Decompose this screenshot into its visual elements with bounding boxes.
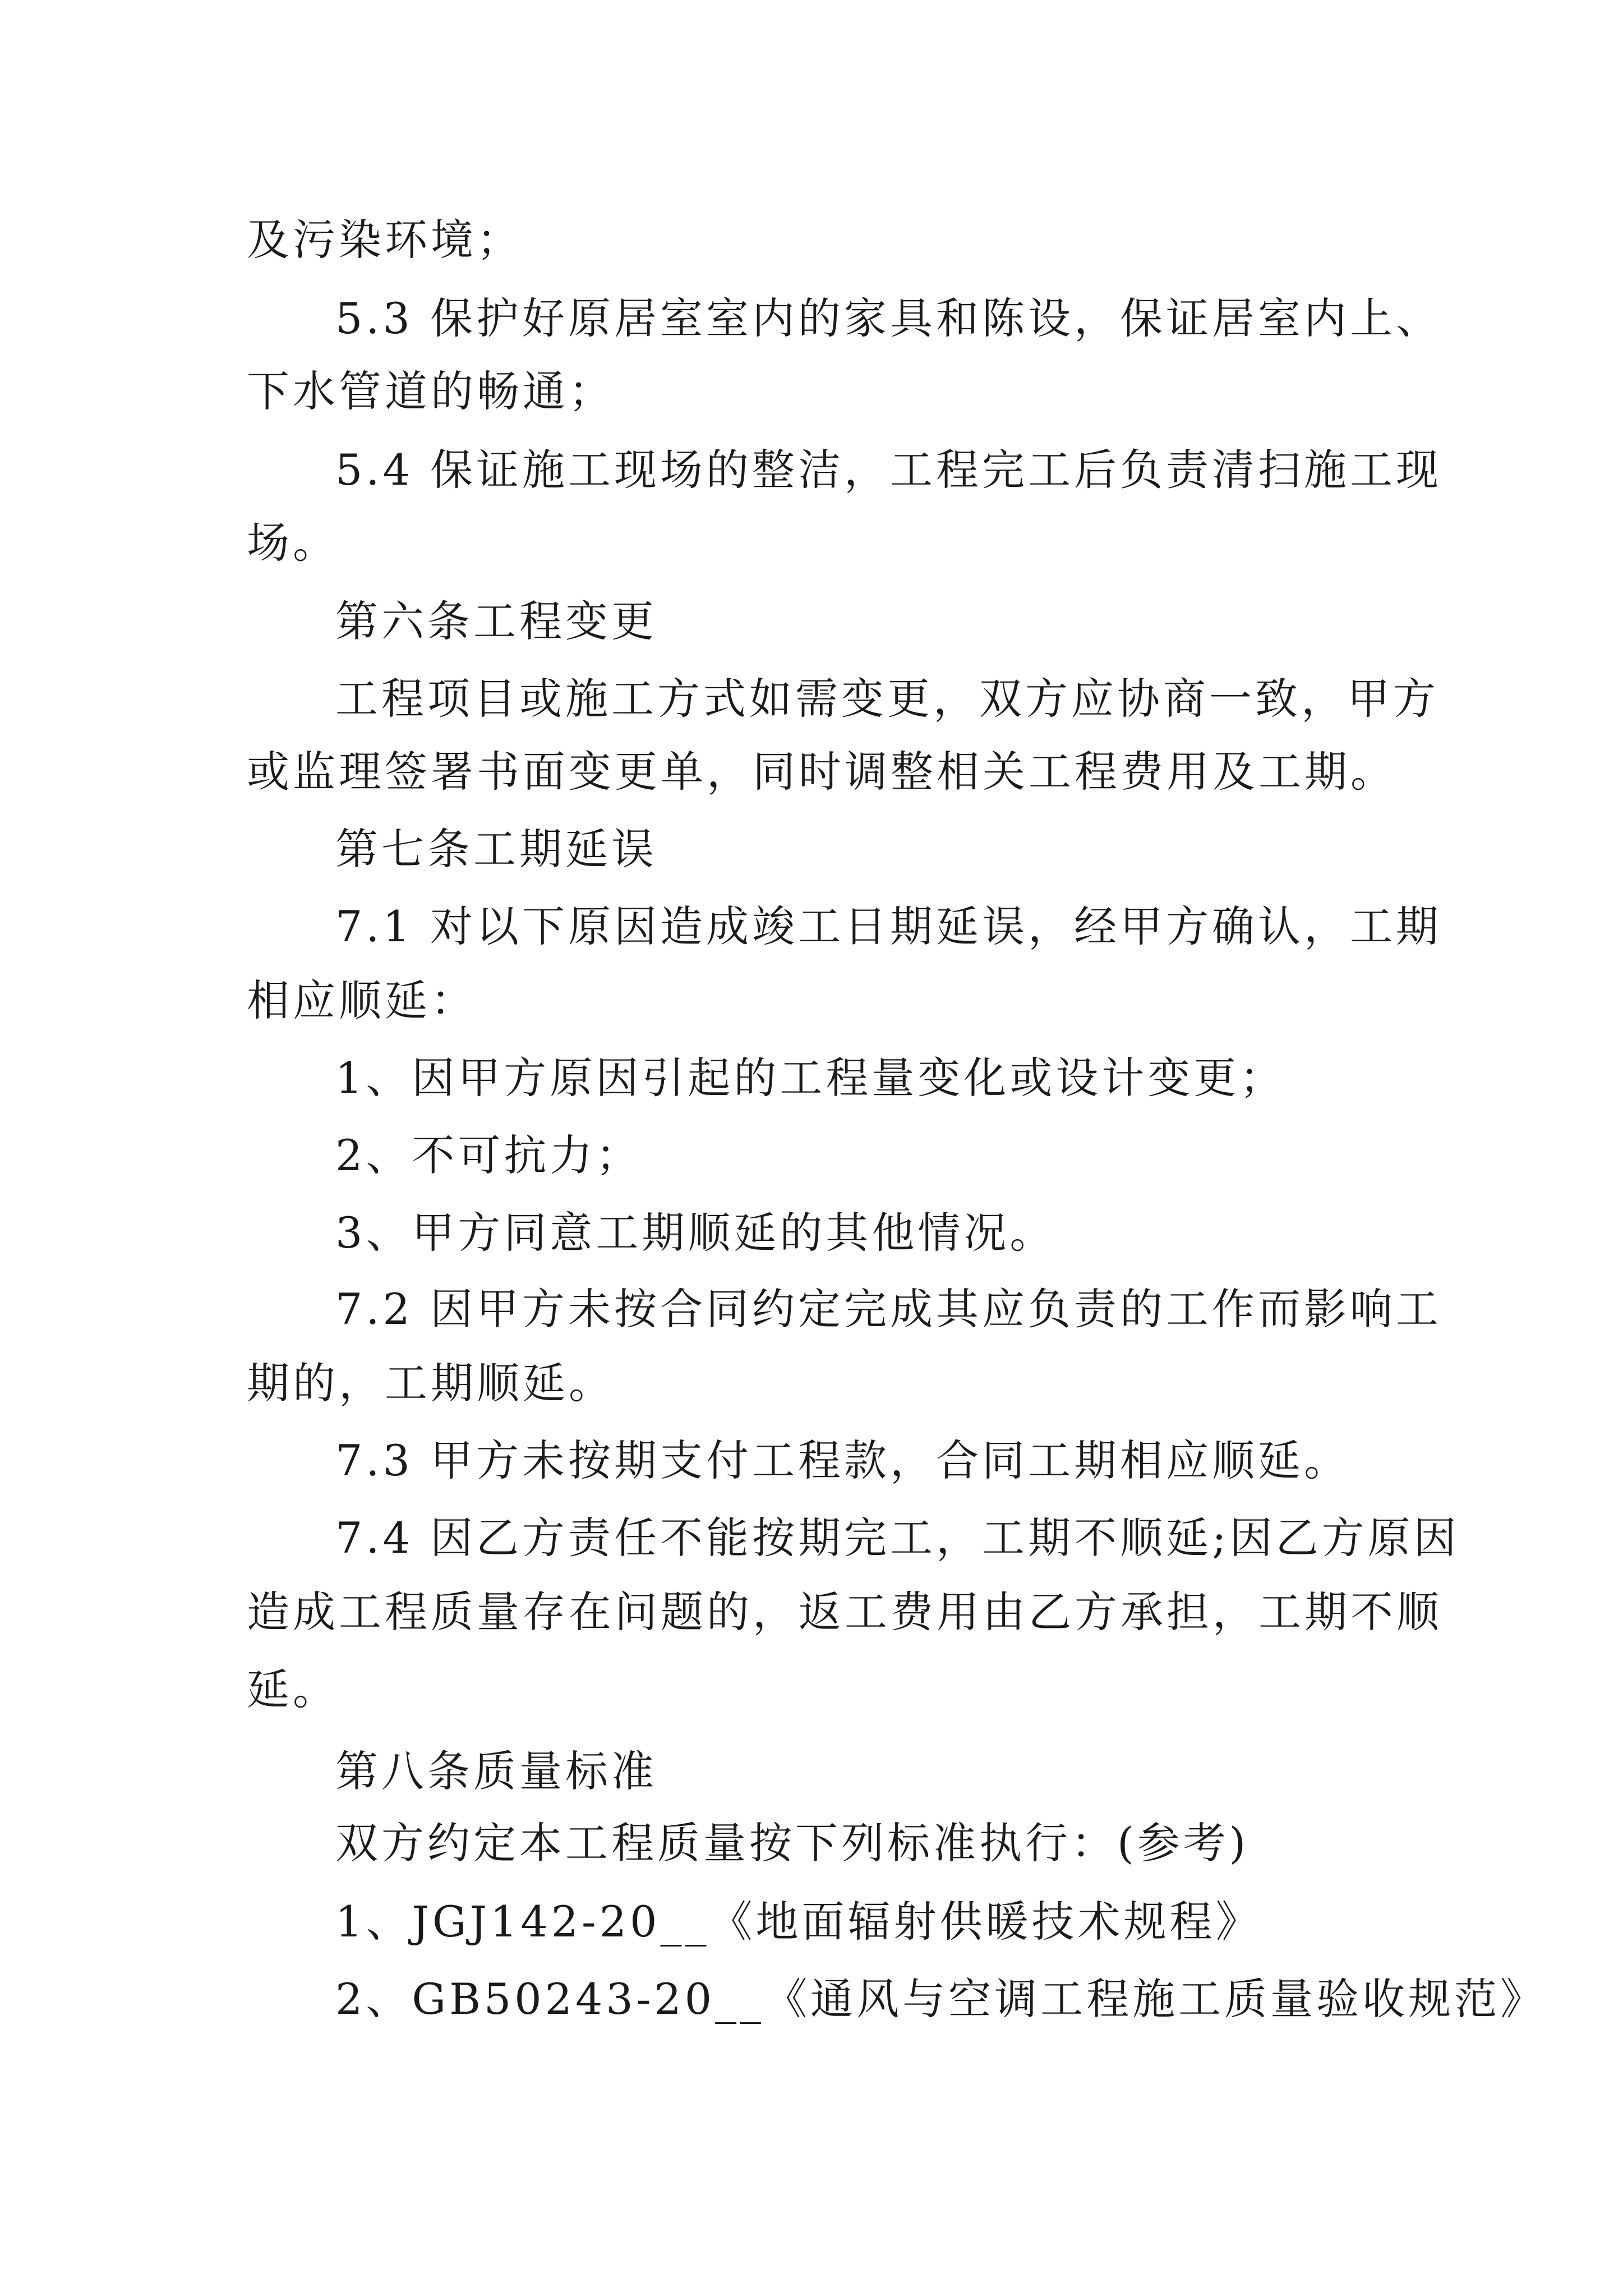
section-heading: 第七条工期延误 xyxy=(335,824,657,874)
text-line: 延。 xyxy=(247,1664,339,1714)
text-line: 或监理签署书面变更单，同时调整相关工程费用及工期。 xyxy=(247,747,1396,797)
text-line: 7.1 对以下原因造成竣工日期延误，经甲方确认，工期 xyxy=(335,901,1442,951)
text-line: 下水管道的畅通； xyxy=(247,366,615,416)
text-line: 7.3 甲方未按期支付工程款，合同工期相应顺延。 xyxy=(335,1435,1350,1485)
text-line: 7.4 因乙方责任不能按期完工，工期不顺延;因乙方原因 xyxy=(335,1513,1460,1563)
list-item: 3、甲方同意工期顺延的其他情况。 xyxy=(335,1208,1056,1258)
list-item: 2、GB50243-20__《通风与空调工程施工质量验收规范》 xyxy=(335,1974,1547,2024)
text-line: 7.2 因甲方未按合同约定完成其应负责的工作而影响工 xyxy=(335,1284,1442,1334)
text-line: 工程项目或施工方式如需变更，双方应协商一致，甲方 xyxy=(335,674,1439,724)
list-item: 1、因甲方原因引起的工程量变化或设计变更； xyxy=(335,1053,1286,1103)
text-line: 期的，工期顺延。 xyxy=(247,1358,615,1408)
text-line: 双方约定本工程质量按下列标准执行：(参考) xyxy=(335,1818,1249,1868)
text-line: 场。 xyxy=(247,518,339,568)
text-line: 5.3 保护好原居室室内的家具和陈设，保证居室内上、 xyxy=(335,293,1442,343)
text-line: 相应顺延： xyxy=(247,976,477,1025)
text-line: 造成工程质量存在问题的，返工费用由乙方承担，工期不顺 xyxy=(247,1587,1442,1637)
text-line: 5.4 保证施工现场的整洁，工程完工后负责清扫施工现 xyxy=(335,445,1442,495)
list-item: 1、JGJ142-20__《地面辐射供暖技术规程》 xyxy=(335,1897,1262,1947)
section-heading: 第六条工程变更 xyxy=(335,596,657,646)
text-line: 及污染环境； xyxy=(247,215,523,265)
section-heading: 第八条质量标准 xyxy=(335,1746,657,1796)
list-item: 2、不可抗力； xyxy=(335,1130,642,1180)
